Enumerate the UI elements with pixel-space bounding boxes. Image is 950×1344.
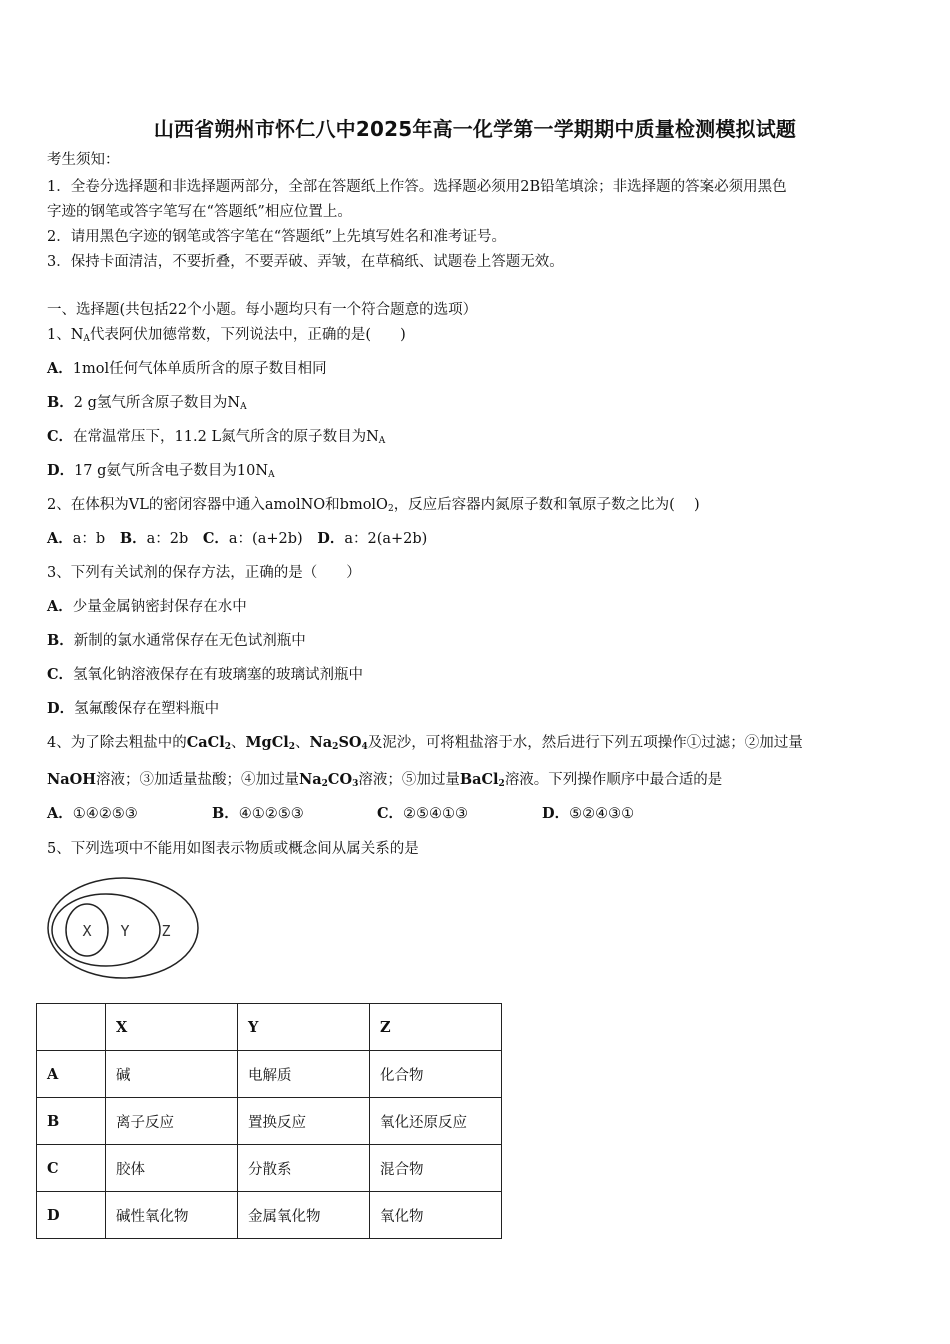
q4-na2so4-na-sub: 2 xyxy=(332,742,339,752)
table-cell: C xyxy=(37,1145,106,1192)
q2-option-c-label: C． xyxy=(202,530,229,547)
q2-option-a-label: A． xyxy=(47,530,73,547)
table-row xyxy=(37,1192,502,1239)
q1-option-a-label: A． xyxy=(47,360,73,377)
q1-stem-sub: A xyxy=(83,334,90,344)
q1-option-b-label: B． xyxy=(47,394,74,411)
q2-stem xyxy=(47,495,700,515)
table-cell: 置换反应 xyxy=(238,1098,370,1145)
q3-option-b xyxy=(47,631,306,651)
q4-option-b-text: ④①②⑤③ xyxy=(238,806,304,822)
q2-options xyxy=(47,529,427,549)
q4-na2co3-co: CO xyxy=(327,771,353,788)
q1-option-d xyxy=(47,461,275,481)
set-y-label: Y xyxy=(120,922,130,940)
q3-option-a xyxy=(47,597,247,617)
table-cell: 化合物 xyxy=(370,1051,502,1098)
table-row xyxy=(37,1098,502,1145)
q4-option-d-text: ⑤②④③① xyxy=(569,806,635,822)
exam-title: 山西省朔州市怀仁八中2025年高一化学第一学期期中质量检测模拟试题 xyxy=(153,117,797,141)
notice-item-1-cont: 字迹的钢笔或答字笔写在“答题纸”相应位置上。 xyxy=(47,204,352,220)
table-cell: D xyxy=(37,1192,106,1239)
table-cell: 胶体 xyxy=(106,1145,238,1192)
q4-na2co3-na: Na xyxy=(298,771,322,788)
q2-option-d-label: D． xyxy=(317,530,345,547)
q3-option-c xyxy=(47,665,363,685)
q1-stem-pre: 1、N xyxy=(47,327,84,343)
table-cell: 电解质 xyxy=(238,1051,370,1098)
notice-heading: 考生须知： xyxy=(47,152,120,168)
table-cell: 混合物 xyxy=(370,1145,502,1192)
q4-option-c-text: ②⑤④①③ xyxy=(403,806,469,822)
q2-option-c-text: a：(a+2b) xyxy=(228,531,303,547)
q5-stem: 5、下列选项中不能用如图表示物质或概念间从属关系的是 xyxy=(47,841,419,857)
q4-option-b-label: B． xyxy=(212,805,239,822)
q2-option-b-text: a：2b xyxy=(146,531,189,547)
q1-option-b xyxy=(47,393,247,413)
q4-na2so4-na: Na xyxy=(309,734,333,751)
table-header-row xyxy=(37,1004,502,1051)
q4-stem-b: 及泥沙，可将粗盐溶于水，然后进行下列五项操作①过滤；②加过量 xyxy=(367,735,803,751)
q3-stem: 3、下列有关试剂的保存方法，正确的是（ ） xyxy=(47,565,361,581)
q3-option-a-text: 少量金属钠密封保存在水中 xyxy=(72,599,247,615)
table-header-cell xyxy=(37,1004,106,1051)
table-header-cell: X xyxy=(106,1004,238,1051)
q4-option-d-label: D． xyxy=(542,805,570,822)
section-heading: 一、选择题(共包括22个小题。每小题均只有一个符合题意的选项） xyxy=(47,302,478,318)
q4-naoh: NaOH xyxy=(47,771,96,788)
table-cell: 金属氧化物 xyxy=(238,1192,370,1239)
q4-mgcl2: MgCl xyxy=(245,734,289,751)
q4-mgcl2-sub: 2 xyxy=(288,742,296,752)
q2-option-b-label: B． xyxy=(119,530,147,547)
table-header-cell: Y xyxy=(238,1004,370,1051)
q4-stem-d: 溶液；⑤加过量 xyxy=(358,772,460,788)
q4-na2co3-co-sub: 3 xyxy=(352,779,359,789)
table-row xyxy=(37,1145,502,1192)
q4-stem-c: 溶液；③加适量盐酸；④加过量 xyxy=(95,772,299,788)
q1-option-c-text: 在常温常压下，11.2 L氮气所含的原子数目为N xyxy=(73,429,379,445)
q1-option-c-label: C． xyxy=(47,428,74,445)
q4-stem-e: 溶液。下列操作顺序中最合适的是 xyxy=(504,772,723,788)
q1-option-a xyxy=(47,359,327,379)
q1-option-c xyxy=(47,427,385,447)
q4-stem-line2 xyxy=(47,770,722,790)
q1-option-d-text: 17 g氨气所含电子数目为10N xyxy=(74,463,269,479)
table-cell: 分散系 xyxy=(238,1145,370,1192)
table-cell: 离子反应 xyxy=(106,1098,238,1145)
q1-option-c-sub: A xyxy=(378,436,386,446)
q4-cacl2: CaCl xyxy=(186,734,225,751)
table-cell: A xyxy=(37,1051,106,1098)
q4-na2so4-so: SO xyxy=(338,734,362,751)
q3-option-d-label: D． xyxy=(47,700,75,717)
table-header-cell: Z xyxy=(370,1004,502,1051)
q4-option-a-label: A． xyxy=(47,805,73,822)
q2-stem-sub: 2 xyxy=(387,504,394,514)
q2-stem-post: ，反应后容器内氮原子数和氧原子数之比为( ) xyxy=(393,497,700,513)
q4-stem-a: 4、为了除去粗盐中的 xyxy=(47,735,187,751)
q3-option-d-text: 氢氟酸保存在塑料瓶中 xyxy=(74,701,220,717)
q1-option-b-text: 2 g氢气所含原子数目为N xyxy=(73,395,241,411)
q1-option-d-label: D． xyxy=(47,462,75,479)
q3-option-c-text: 氢氧化钠溶液保存在有玻璃塞的玻璃试剂瓶中 xyxy=(73,667,364,683)
q1-stem-post: 代表阿伏加德常数，下列说法中，正确的是( ) xyxy=(89,327,406,343)
q1-option-d-sub: A xyxy=(268,470,275,480)
q4-stem-line1 xyxy=(47,733,803,753)
q4-sep2: 、 xyxy=(295,735,310,751)
q4-option-a-text: ①④②⑤③ xyxy=(72,806,138,822)
nested-sets-diagram xyxy=(44,873,204,983)
q4-option-c-label: C． xyxy=(377,805,404,822)
set-z-label: Z xyxy=(161,922,171,940)
q4-bacl2: BaCl xyxy=(459,771,499,788)
q2-option-a-text: a：b xyxy=(72,531,106,547)
table-row xyxy=(37,1051,502,1098)
q4-sep1: 、 xyxy=(231,735,246,751)
q4-na2so4-so-sub: 4 xyxy=(361,742,368,752)
q1-option-b-sub: A xyxy=(240,402,247,412)
table-cell: 氧化还原反应 xyxy=(370,1098,502,1145)
q3-option-a-label: A． xyxy=(47,598,73,615)
q2-stem-pre: 2、在体积为VL的密闭容器中通入amolNO和bmolO xyxy=(47,497,388,513)
q4-cacl2-sub: 2 xyxy=(224,742,231,752)
table-cell: 碱性氧化物 xyxy=(106,1192,238,1239)
q2-option-d-text: a：2(a+2b) xyxy=(344,531,428,547)
q4-options xyxy=(47,804,634,824)
q4-bacl2-sub: 2 xyxy=(498,779,505,789)
table-cell: 碱 xyxy=(106,1051,238,1098)
q4-na2co3-na-sub: 2 xyxy=(321,779,328,789)
q3-option-d xyxy=(47,699,219,719)
q5-table xyxy=(36,1003,502,1239)
q3-option-b-text: 新制的氯水通常保存在无色试剂瓶中 xyxy=(73,633,306,649)
set-y-ellipse xyxy=(52,894,160,966)
q1-stem xyxy=(47,325,406,345)
notice-item-2: 2．请用黑色字迹的钢笔或答字笔在“答题纸”上先填写姓名和准考证号。 xyxy=(47,229,507,245)
table-cell: 氧化物 xyxy=(370,1192,502,1239)
q1-option-a-text: 1mol任何气体单质所含的原子数目相同 xyxy=(72,361,327,377)
notice-item-1: 1．全卷分选择题和非选择题两部分，全部在答题纸上作答。选择题必须用2B铅笔填涂；非选择题的答案必须用黑色 xyxy=(47,179,787,195)
q3-option-c-label: C． xyxy=(47,666,74,683)
table-cell: B xyxy=(37,1098,106,1145)
notice-item-3: 3．保持卡面清洁，不要折叠，不要弄破、弄皱，在草稿纸、试题卷上答题无效。 xyxy=(47,254,564,270)
q3-option-b-label: B． xyxy=(47,632,74,649)
set-x-label: X xyxy=(82,922,92,940)
